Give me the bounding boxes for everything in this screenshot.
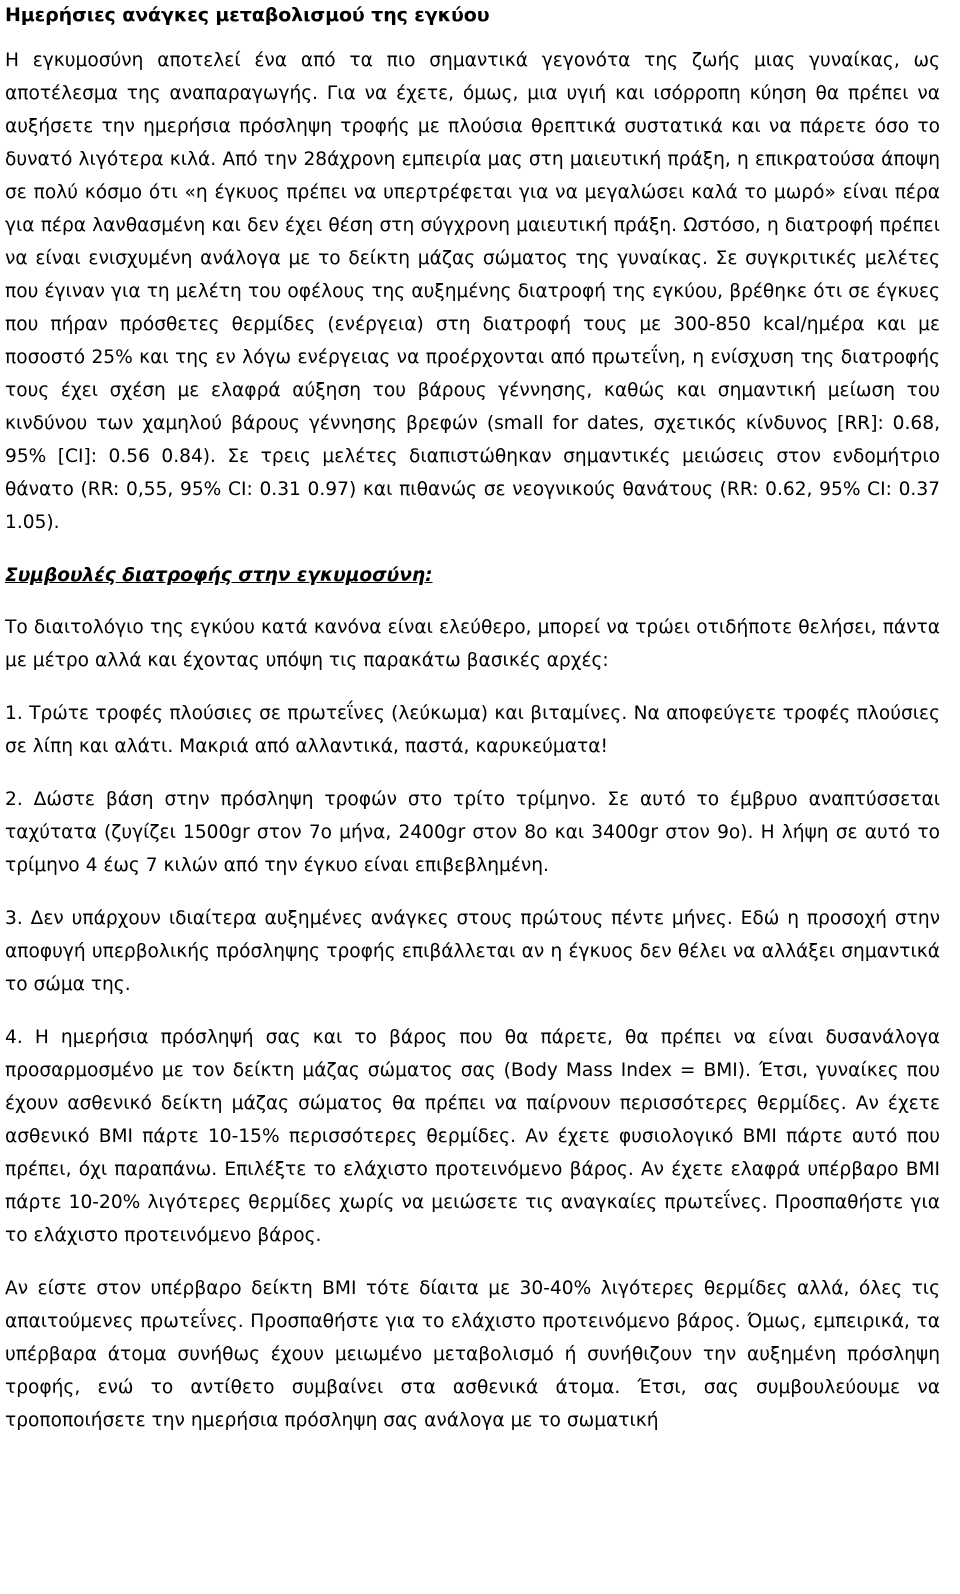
document-title: Ημερήσιες ανάγκες μεταβολισμού της εγκύου: [5, 4, 490, 26]
advice-item-3: 3. Δεν υπάρχουν ιδιαίτερα αυξημένες ανάγκες στους πρώτους πέντε μήνες. Εδώ η προσοχή στην αποφυγή υπερβολικής πρόσληψης τροφής επιβάλλεται αν η έγκυος δεν θέλει να αλλάξει σημαντικά το σώμα της.: [5, 908, 940, 995]
intro-paragraph: Η εγκυμοσύνη αποτελεί ένα από τα πιο σημαντικά γεγονότα της ζωής μιας γυναίκας, ως αποτέλεσμα της αναπαραγωγής. Για να έχετε, όμως, μια υγιή και ισόρροπη κύηση θα πρέπει να αυξήσετε την ημερήσια πρόσληψη τροφής με πλούσια θρεπτικά συστατικά και να πάρετε όσο το δυνατό λιγότερα κιλά. Από την 28άχρονη εμπειρία μας στη μαιευτική πράξη, η επικρατούσα άποψη σε πολύ κόσμο ότι «η έγκυος πρέπει να υπερτρέφεται για να μεγαλώσει καλά το μωρό» είναι πέρα για πέρα λανθασμένη και δεν έχει θέση στη σύγχρονη μαιευτική πράξη. Ωστόσο, η διατροφή πρέπει να είναι ενισχυμένη ανάλογα με το δείκτη μάζας σώματος της γυναίκας. Σε συγκριτικές μελέτες που έγιναν για τη μελέτη του οφέλους της αυξημένης διατροφή της εγκύου, βρέθηκε ότι σε έγκυες που πήραν πρόσθετες θερμίδες (ενέργεια) στη διατροφή τους με 300-850 kcal/ημέρα και με ποσοστό 25% και της εν λόγω ενέργειας να προέρχονται από πρωτεΐνη, η ενίσχυση της διατροφής τους έχει σχέση με ελαφρά αύξηση του βάρους γέννησης, καθώς και σημαντική μείωση του κινδύνου των χαμηλού βάρους γέννησης βρεφών (small for dates, σχετικός κίνδυνος [RR]: 0.68, 95% [CI]: 0.56 0.84). Σε τρεις μελέτες διαπιστώθηκαν σημαντικές μειώσεις στον ενδομήτριο θάνατο (RR: 0,55, 95% CI: 0.31 0.97) και πιθανώς σε νεογνικούς θανάτους (RR: 0.62, 95% CI: 0.37 1.05).: [5, 50, 940, 533]
lead-paragraph: Το διαιτολόγιο της εγκύου κατά κανόνα είναι ελεύθερο, μπορεί να τρώει οτιδήποτε θελήσει, πάντα με μέτρο αλλά και έχοντας υπόψη τις παρακάτω βασικές αρχές:: [5, 617, 940, 671]
advice-item-2: 2. Δώστε βάση στην πρόσληψη τροφών στο τρίτο τρίμηνο. Σε αυτό το έμβρυο αναπτύσσεται ταχύτατα (ζυγίζει 1500gr στον 7ο μήνα, 2400gr στον 8ο και 3400gr στον 9ο). Η λήψη σε αυτό το τρίμηνο 4 έως 7 κιλών από την έγκυο είναι επιβεβλημένη.: [5, 789, 940, 876]
closing-paragraph: Αν είστε στον υπέρβαρο δείκτη BMI τότε δίαιτα με 30-40% λιγότερες θερμίδες αλλά, όλες τις απαιτούμενες πρωτεΐνες. Προσπαθήστε για το ελάχιστο προτεινόμενο βάρος. Όμως, εμπειρικά, τα υπέρβαρα άτομα συνήθως έχουν μειωμένο μεταβολισμό ή συνήθιζουν την αυξημένη πρόσληψη τροφής, ενώ το αντίθετο συμβαίνει στα ασθενικά άτομα. Έτσι, σας συμβουλεύουμε να τροποποιήσετε την ημερήσια πρόσληψη σας ανάλογα με το σωματική: [5, 1278, 940, 1431]
advice-item-1: 1. Τρώτε τροφές πλούσιες σε πρωτεΐνες (λεύκωμα) και βιταμίνες. Να αποφεύγετε τροφές πλούσιες σε λίπη και αλάτι. Μακριά από αλλαντικά, παστά, καρυκεύματα!: [5, 703, 940, 757]
advice-item-4: 4. Η ημερήσια πρόσληψή σας και το βάρος που θα πάρετε, θα πρέπει να είναι δυσανάλογα προσαρμοσμένο με τον δείκτη μάζας σώματος σας (Body Mass Index = BMI). Έτσι, γυναίκες που έχουν ασθενικό δείκτη μάζας σώματος θα πρέπει να παίρνουν περισσότερες θερμίδες. Αν έχετε ασθενικό BMI πάρτε 10-15% περισσότερες θερμίδες. Αν έχετε φυσιολογικό BMI πάρτε αυτό που πρέπει, όχι παραπάνω. Επιλέξτε το ελάχιστο προτεινόμενο βάρος. Αν έχετε ελαφρά υπέρβαρο BMI πάρτε 10-20% λιγότερες θερμίδες χωρίς να μειώσετε τις αναγκαίες πρωτεΐνες. Προσπαθήστε για το ελάχιστο προτεινόμενο βάρος.: [5, 1027, 940, 1246]
section-heading: Συμβουλές διατροφής στην εγκυμοσύνη:: [5, 565, 433, 586]
